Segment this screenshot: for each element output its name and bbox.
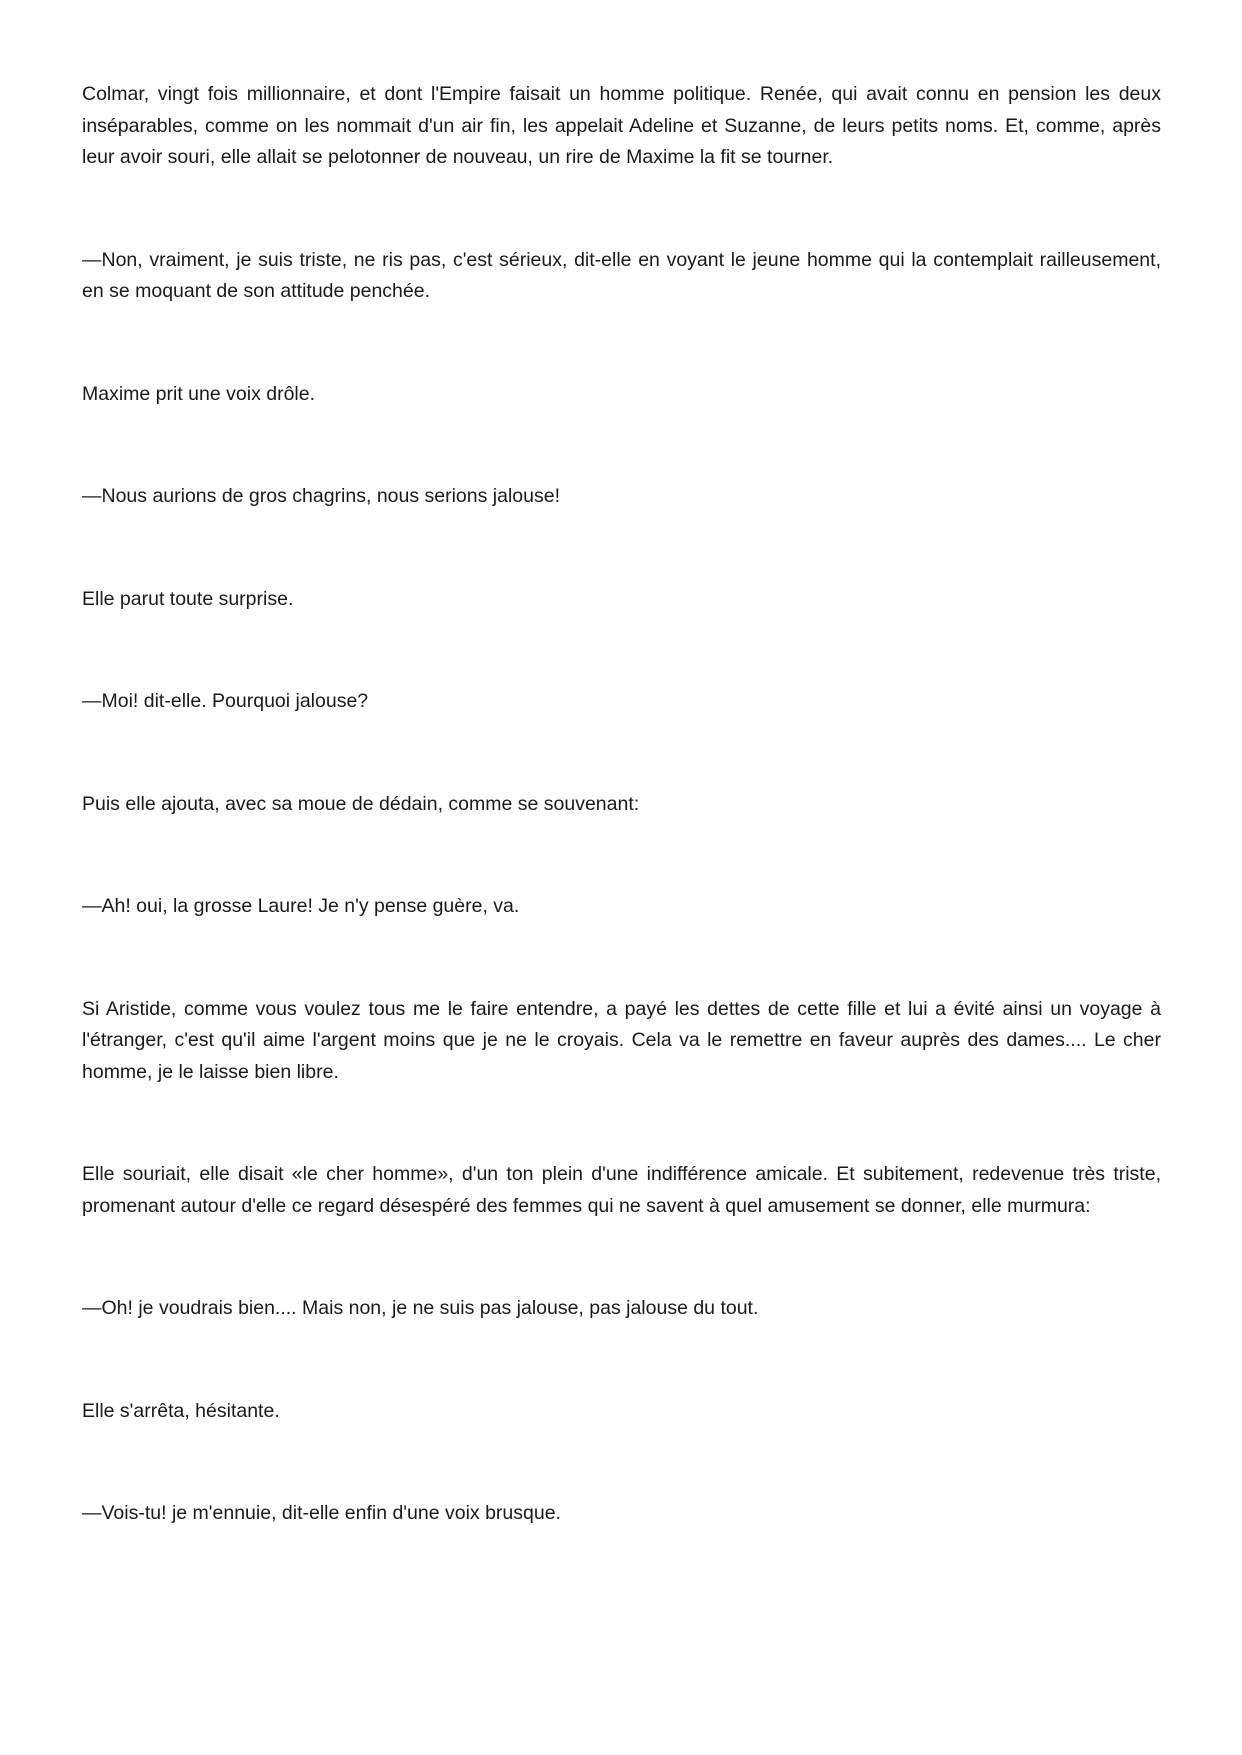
paragraph-1: Colmar, vingt fois millionnaire, et dont l'Empire faisait un homme politique. Renée, qui avait connu en pension les deux inséparables, comme on les nommait d'un air fin, les appelait Adeline et Suzanne, de leurs petits noms. Et, comme, après leur avoir souri, elle allait se pelotonner de nouveau, un rire de Maxime la fit se tourner. bbox=[82, 83, 1161, 168]
paragraph-7: Puis elle ajouta, avec sa moue de dédain, comme se souvenant: bbox=[82, 792, 640, 815]
paragraph-3: Maxime prit une voix drôle. bbox=[82, 382, 316, 405]
document-page bbox=[82, 79, 1161, 1530]
paragraph-5: Elle parut toute surprise. bbox=[82, 587, 294, 610]
paragraph-4: —Nous aurions de gros chagrins, nous serions jalouse! bbox=[82, 485, 561, 507]
paragraph-2: —Non, vraiment, je suis triste, ne ris pas, c'est sérieux, dit-elle en voyant le jeune homme qui la contemplait railleusement, en se moquant de son attitude penchée. bbox=[82, 248, 1161, 302]
paragraph-12: Elle s'arrêta, hésitante. bbox=[82, 1399, 280, 1422]
paragraph-11: —Oh! je voudrais bien.... Mais non, je ne suis pas jalouse, pas jalouse du tout. bbox=[82, 1297, 759, 1319]
paragraph-10: Elle souriait, elle disait «le cher homme», d'un ton plein d'une indifférence amicale. Et subitement, redevenue très triste, promenant autour d'elle ce regard désespéré des femmes qui ne savent à quel amusement se donner, elle murmura: bbox=[82, 1163, 1161, 1217]
paragraph-8: —Ah! oui, la grosse Laure! Je n'y pense guère, va. bbox=[82, 895, 520, 917]
paragraph-6: —Moi! dit-elle. Pourquoi jalouse? bbox=[82, 690, 369, 712]
paragraph-9: Si Aristide, comme vous voulez tous me le faire entendre, a payé les dettes de cette fille et lui a évité ainsi un voyage à l'étranger, c'est qu'il aime l'argent moins que je ne le croyais. Cela va le remettre en faveur auprès des dames.... Le cher homme, je le laisse bien libre. bbox=[82, 997, 1161, 1083]
paragraph-13: —Vois-tu! je m'ennuie, dit-elle enfin d'une voix brusque. bbox=[82, 1502, 561, 1524]
